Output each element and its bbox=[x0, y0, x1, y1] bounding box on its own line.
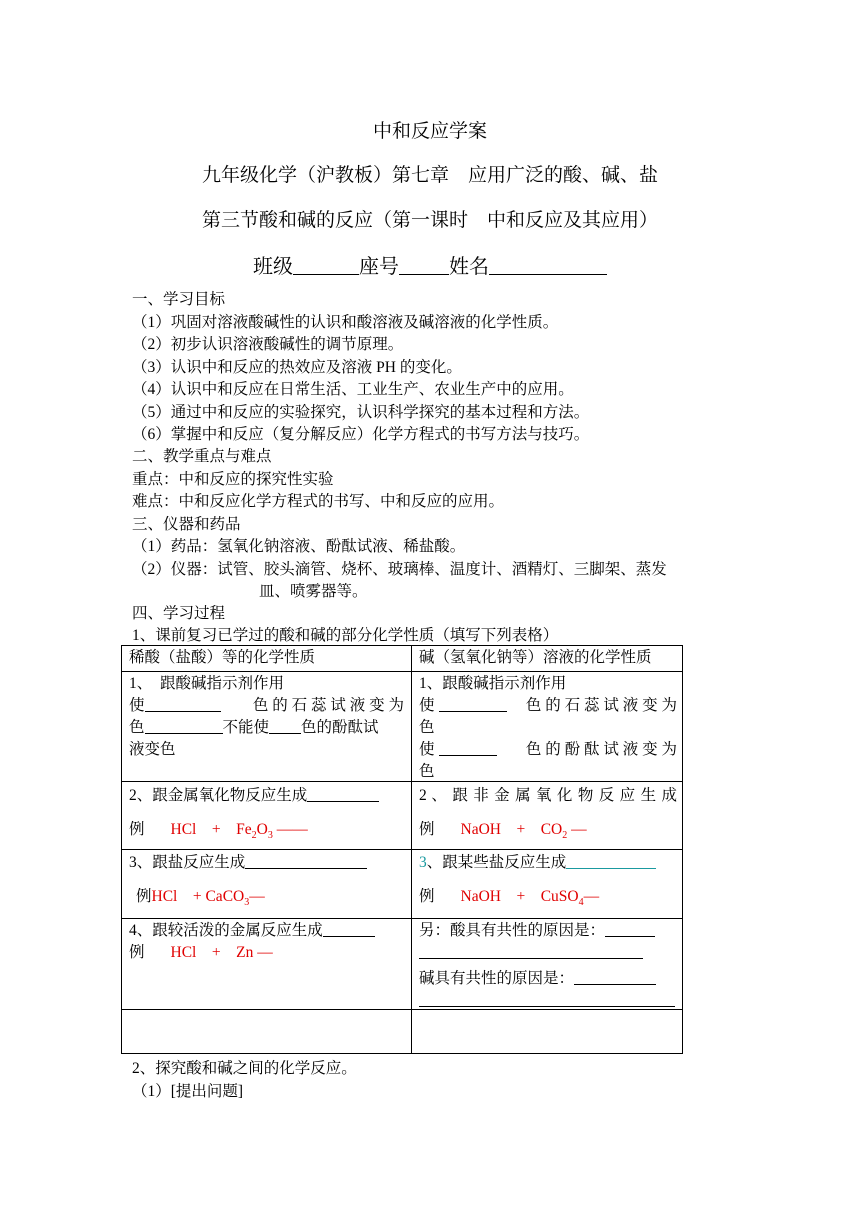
goal-item: （2）初步认识溶液酸碱性的调节原理。 bbox=[132, 336, 404, 353]
equation-subscript: 2 bbox=[562, 830, 568, 842]
text-fragment: 不能使 bbox=[222, 719, 270, 736]
equation-part: — bbox=[249, 888, 265, 905]
materials-instruments-cont: 皿、喷雾器等。 bbox=[259, 583, 368, 600]
fill-blank[interactable] bbox=[245, 852, 367, 869]
base-nonmetal-oxide-example bbox=[419, 819, 677, 847]
base-nonmetal-oxide-title: 2 、 跟 非 金 属 氧 化 物 反 应 生 成 bbox=[419, 787, 677, 804]
table-divider bbox=[122, 918, 682, 919]
example-label: 例 bbox=[136, 888, 152, 905]
acid-metal-oxide-cell bbox=[129, 785, 404, 847]
fill-blank[interactable] bbox=[145, 717, 223, 734]
acid-metal-oxide-title bbox=[129, 785, 404, 807]
process-step-1: 1、课前复习已学过的酸和碱的部分化学性质（填写下列表格） bbox=[132, 627, 559, 644]
text-fragment: 使 bbox=[419, 697, 435, 714]
equation-part: O bbox=[256, 821, 268, 838]
text-fragment: 3、跟盐反应生成 bbox=[129, 854, 246, 871]
text-fragment: 使 bbox=[419, 741, 435, 758]
key-point: 重点：中和反应的探究性实验 bbox=[132, 471, 334, 488]
equation-subscript: 2 bbox=[251, 830, 257, 842]
section-heading-materials: 三、仪器和药品 bbox=[132, 516, 241, 533]
student-info-line bbox=[0, 250, 860, 279]
materials-reagents: （1）药品：氢氧化钠溶液、酚酞试液、稀盐酸。 bbox=[132, 538, 466, 555]
fill-blank[interactable] bbox=[439, 695, 507, 712]
base-nonmetal-oxide-cell bbox=[419, 785, 677, 847]
acid-salt-cell bbox=[129, 852, 404, 914]
equation-part: — bbox=[583, 888, 600, 905]
acid-indicator-cell bbox=[129, 673, 404, 761]
class-blank[interactable] bbox=[293, 256, 359, 275]
fill-blank[interactable] bbox=[323, 920, 375, 937]
acid-metal-oxide-example bbox=[129, 819, 404, 847]
fill-blank[interactable] bbox=[307, 785, 379, 802]
seat-label: 座号 bbox=[359, 256, 399, 278]
fill-blank[interactable] bbox=[419, 990, 675, 1007]
name-blank[interactable] bbox=[489, 256, 607, 275]
document-subtitle-chapter: 九年级化学（沪教板）第七章 应用广泛的酸、碱、盐 bbox=[201, 165, 658, 186]
acid-salt-example bbox=[129, 886, 404, 914]
acid-indicator-line bbox=[129, 717, 404, 739]
acid-salt-title bbox=[129, 852, 404, 874]
fill-blank[interactable] bbox=[145, 695, 221, 712]
equation-part: NaOH + CO bbox=[460, 821, 563, 838]
text-fragment: 4、跟较活泼的金属反应生成 bbox=[129, 922, 323, 939]
table-divider bbox=[122, 671, 682, 672]
text-fragment: 、跟某些盐反应生成 bbox=[426, 854, 567, 871]
base-indicator-line: 色 bbox=[419, 719, 435, 736]
seat-blank[interactable] bbox=[399, 256, 449, 275]
text-fragment: 碱具有共性的原因是： bbox=[419, 970, 575, 987]
document-subtitle-section: 第三节酸和碱的反应（第一课时 中和反应及其应用） bbox=[201, 210, 658, 231]
equation-part: — bbox=[571, 821, 587, 838]
text-fragment: 3 bbox=[419, 854, 427, 871]
text-fragment: 色 的 石 蕊 试 液 变 为 bbox=[252, 697, 404, 714]
acid-metal-cell bbox=[129, 920, 404, 964]
section-heading-process: 四、学习过程 bbox=[132, 605, 226, 622]
equation-subscript: 3 bbox=[244, 897, 250, 909]
fill-blank[interactable] bbox=[439, 739, 497, 756]
properties-table bbox=[121, 645, 683, 1054]
base-indicator-cell bbox=[419, 673, 677, 783]
equation-text bbox=[170, 821, 308, 842]
fill-blank[interactable] bbox=[605, 920, 655, 937]
fill-blank[interactable] bbox=[419, 942, 643, 959]
base-salt-cell bbox=[419, 852, 677, 914]
class-label: 班级 bbox=[253, 256, 293, 278]
table-header-acid: 稀酸（盐酸）等的化学性质 bbox=[129, 649, 316, 666]
difficult-point: 难点：中和反应化学方程式的书写、中和反应的应用。 bbox=[132, 493, 505, 510]
base-salt-title bbox=[419, 852, 677, 874]
equation-subscript: 3 bbox=[267, 830, 273, 842]
fill-blank[interactable] bbox=[269, 717, 301, 734]
fill-blank[interactable] bbox=[566, 852, 656, 869]
acid-common-reason bbox=[419, 920, 677, 942]
text-fragment: 使 bbox=[129, 697, 145, 714]
equation-text: HCl + Zn — bbox=[170, 944, 273, 961]
example-label: 例 bbox=[129, 944, 145, 961]
goal-item: （1）巩固对溶液酸碱性的认识和酸溶液及碱溶液的化学性质。 bbox=[132, 314, 559, 331]
text-fragment: 色 的 石 蕊 试 液 变 为 bbox=[525, 697, 677, 714]
base-indicator-line bbox=[419, 695, 677, 717]
name-label: 姓名 bbox=[449, 256, 489, 278]
table-header-base: 碱（氢氧化钠等）溶液的化学性质 bbox=[419, 649, 652, 666]
text-fragment: 色的酚酞试 bbox=[301, 719, 379, 736]
base-indicator-title: 1、跟酸碱指示剂作用 bbox=[419, 675, 567, 692]
equation-part: HCl + CaCO bbox=[151, 888, 245, 905]
section-heading-goals: 一、学习目标 bbox=[132, 291, 226, 308]
base-salt-example bbox=[419, 886, 677, 914]
blank-line-row bbox=[419, 990, 677, 1012]
text-fragment: 另：酸具有共性的原因是： bbox=[419, 922, 606, 939]
base-indicator-line: 色 bbox=[419, 763, 435, 780]
example-label: 例 bbox=[129, 821, 145, 838]
equation-part: NaOH + CuSO bbox=[460, 888, 579, 905]
example-label: 例 bbox=[419, 888, 435, 905]
process-step-2: 2、探究酸和碱之间的化学反应。 bbox=[132, 1060, 357, 1077]
materials-instruments: （2）仪器：试管、胶头滴管、烧杯、玻璃棒、温度计、酒精灯、三脚架、蒸发 bbox=[132, 561, 667, 578]
table-divider bbox=[122, 849, 682, 850]
text-fragment: 色 bbox=[129, 719, 145, 736]
equation-part: —— bbox=[276, 821, 308, 838]
equation-part: HCl + Fe bbox=[170, 821, 252, 838]
equation-text bbox=[151, 888, 265, 909]
text-fragment: 2、跟金属氧化物反应生成 bbox=[129, 787, 308, 804]
equation-subscript: 4 bbox=[578, 897, 584, 909]
example-label: 例 bbox=[419, 821, 435, 838]
equation-text bbox=[460, 821, 587, 842]
acid-indicator-title: 1、 跟酸碱指示剂作用 bbox=[129, 675, 285, 692]
goal-item: （5）通过中和反应的实验探究，认识科学探究的基本过程和方法。 bbox=[132, 404, 590, 421]
acid-metal-title bbox=[129, 920, 404, 942]
acid-indicator-line: 液变色 bbox=[129, 741, 176, 758]
document-title: 中和反应学案 bbox=[372, 121, 487, 142]
base-indicator-line bbox=[419, 739, 677, 761]
equation-text bbox=[460, 888, 600, 909]
base-common-reason bbox=[419, 968, 677, 990]
acid-metal-example bbox=[129, 942, 404, 964]
process-step-2-1: （1）[提出问题] bbox=[132, 1083, 244, 1100]
section-heading-key-points: 二、教学重点与难点 bbox=[132, 448, 272, 465]
acid-indicator-line bbox=[129, 695, 404, 717]
goal-item: （3）认识中和反应的热效应及溶液 PH 的变化。 bbox=[132, 359, 462, 376]
fill-blank[interactable] bbox=[574, 968, 656, 985]
common-property-cell bbox=[419, 920, 677, 1012]
goal-item: （4）认识中和反应在日常生活、工业生产、农业生产中的应用。 bbox=[132, 381, 574, 398]
goal-item: （6）掌握中和反应（复分解反应）化学方程式的书写方法与技巧。 bbox=[132, 426, 590, 443]
text-fragment: 色 的 酚 酞 试 液 变 为 bbox=[525, 741, 677, 758]
blank-line-row bbox=[419, 942, 677, 964]
